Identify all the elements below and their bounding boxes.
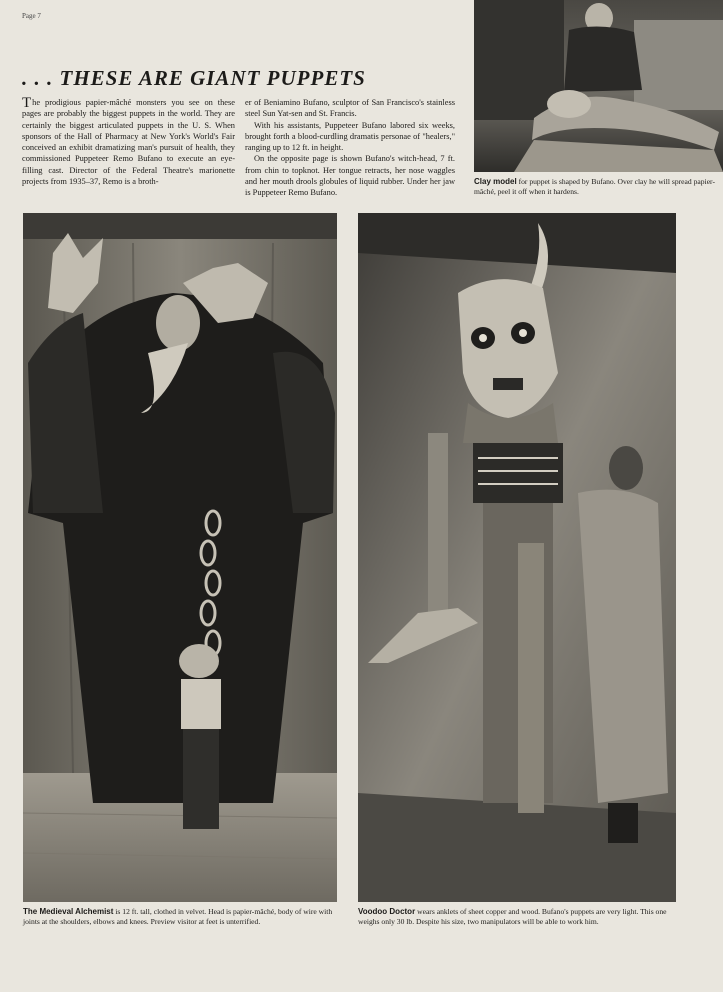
caption-lead: Clay model <box>474 177 517 186</box>
alchemist-caption <box>23 907 339 927</box>
headline: . . . THESE ARE GIANT PUPPETS <box>22 66 366 90</box>
body-paragraph: On the opposite page is shown Bufano's witch-head, 7 ft. from chin to topknot. Her tongue retracts, her nose waggles and her mouth drools globules of liquid rubber. Under her jaw is Puppeteer Remo Bufano. <box>245 154 455 198</box>
body-paragraph: With his assistants, Puppeteer Bufano labored six weeks, brought forth a blood-curdling dramatis personae of "healers," ranging up to 12 ft. in height. <box>245 120 455 153</box>
body-paragraph <box>22 97 235 187</box>
clay-model-caption <box>474 177 718 197</box>
body-column-1 <box>22 97 235 187</box>
alchemist-photo <box>23 213 337 902</box>
caption-text: for puppet is shaped by Bufano. Over clay he will spread papier-mâché, peel it off when it hardens. <box>474 177 715 196</box>
caption-lead: Voodoo Doctor <box>358 907 416 916</box>
caption-text: is 12 ft. tall, clothed in velvet. Head is papier-mâché, body of wire with joints at the shoulders, elbows and knees. Preview visitor at feet is unterrified. <box>23 907 333 926</box>
body-paragraph: er of Beniamino Bufano, sculptor of San Francisco's stainless steel Sun Yat-sen and St. Francis. <box>245 98 455 119</box>
drop-cap: T <box>22 95 32 111</box>
body-column-2 <box>245 97 455 199</box>
clay-model-photo <box>474 0 723 172</box>
body-text: he prodigious papier-mâché monsters you see on these pages are probably the biggest puppets in the world. They are certainly the biggest articulated puppets in the U. S. When sponsors of the Hall of Pharmacy at New York's World's Fair conceived an exhibit dramatizing man's pursuit of health, they commissioned Puppeteer Remo Bufano to execute an eye-filling cast. Director of the Federal Theatre's marionette projects from 1935–37, Remo is a broth- <box>22 98 235 187</box>
voodoo-doctor-photo <box>358 213 676 902</box>
caption-lead: The Medieval Alchemist <box>23 907 114 916</box>
voodoo-doctor-caption <box>358 907 680 927</box>
caption-text: wears anklets of sheet copper and wood. Bufano's puppets are very light. This one weighs only 30 lb. Despite his size, two manipulators will be able to work him. <box>358 907 667 926</box>
page-number: Page 7 <box>22 12 41 20</box>
